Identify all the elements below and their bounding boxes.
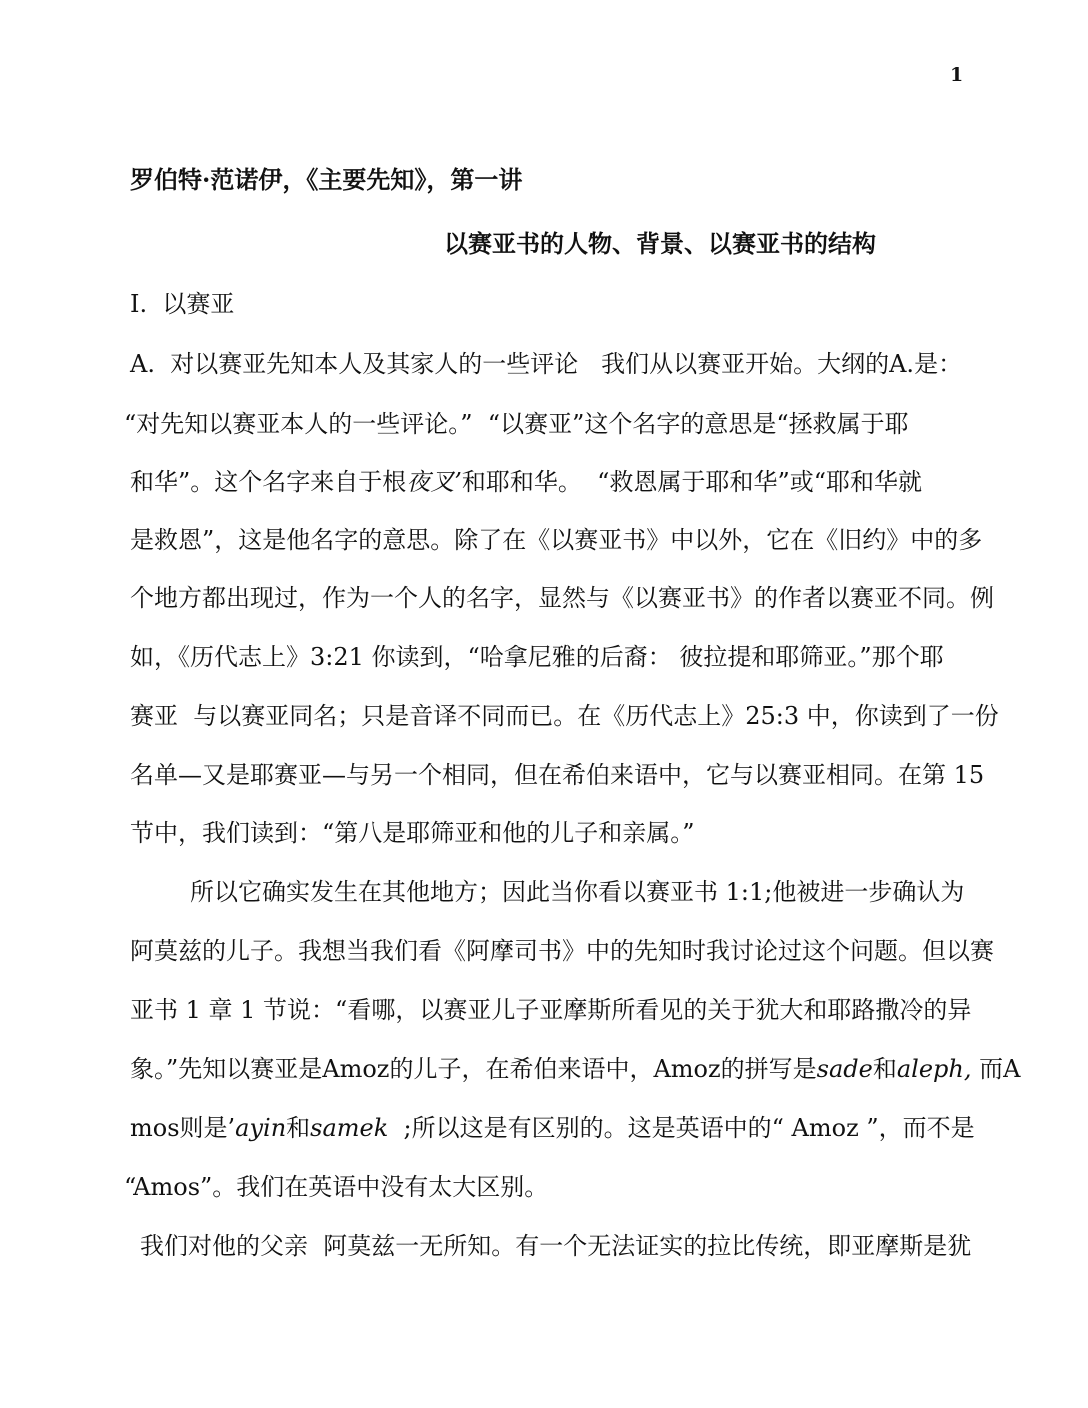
- italic-term: aleph,: [896, 1055, 972, 1083]
- text-run: 和耶和华。 “救恩属于耶和华”或“耶和华就: [461, 468, 922, 496]
- text-run: ;所以这是有区别的。这是英语中的“ Amoz ”，而不是: [388, 1114, 975, 1142]
- text-line: 亚书 1 章 1 节说：“看哪，以赛亚儿子亚摩斯所看见的关于犹大和耶路撒冷的异: [130, 996, 972, 1024]
- italic-term: ayin: [235, 1114, 287, 1142]
- text-run: mos则是’: [130, 1114, 236, 1142]
- page-number: 1: [950, 64, 964, 86]
- italic-term: samek: [310, 1114, 389, 1142]
- text-line: 阿莫兹的儿子。我想当我们看《阿摩司书》中的先知时我讨论过这个问题。但以赛: [130, 937, 994, 965]
- text-line: A. 对以赛亚先知本人及其家人的一些评论 我们从以赛亚开始。大纲的A.是：: [130, 350, 963, 378]
- text-line: 节中，我们读到：“第八是耶筛亚和他的儿子和亲属。”: [130, 819, 695, 847]
- text-line: “Amos”。我们在英语中没有太大区别。: [124, 1173, 549, 1201]
- text-line: 是救恩”，这是他名字的意思。除了在《以赛亚书》中以外，它在《旧约》中的多: [130, 526, 983, 554]
- text-line: 名单—又是耶赛亚—与另一个相同，但在希伯来语中，它与以赛亚相同。在第 15: [130, 761, 985, 789]
- section-heading: I. 以赛亚: [130, 290, 235, 318]
- text-run: 和: [872, 1055, 897, 1083]
- text-line: [130, 462, 922, 497]
- text-line: 所以它确实发生在其他地方；因此当你看以赛亚书 1:1;他被进一步确认为: [190, 878, 965, 906]
- text-line: 赛亚 与以赛亚同名；只是音译不同而已。在《历代志上》25:3 中，你读到了一份: [130, 702, 999, 730]
- page-subtitle: 以赛亚书的人物、背景、以赛亚书的结构: [444, 229, 876, 258]
- text-run: 和华”。这个名字来自于根: [130, 468, 407, 496]
- page-title: 罗伯特·范诺伊，《主要先知》，第一讲: [130, 165, 523, 194]
- text-line: [130, 1049, 1020, 1084]
- text-line: 我们对他的父亲 阿莫兹一无所知。有一个无法证实的拉比传统，即亚摩斯是犹: [140, 1232, 972, 1260]
- text-line: “对先知以赛亚本人的一些评论。” “以赛亚”这个名字的意思是“拯救属于耶: [124, 410, 909, 438]
- text-run: 和: [286, 1114, 311, 1142]
- text-line: [130, 1108, 975, 1143]
- text-run: 而A: [971, 1055, 1021, 1083]
- italic-term: sade: [816, 1055, 873, 1083]
- text-run: 象。”先知以赛亚是Amoz的儿子，在希伯来语中，Amoz的拼写是: [130, 1055, 817, 1083]
- italic-term: 夜叉’: [406, 468, 462, 496]
- text-line: 个地方都出现过，作为一个人的名字，显然与《以赛亚书》的作者以赛亚不同。例: [130, 584, 994, 612]
- text-line: 如，《历代志上》3:21 你读到，“哈拿尼雅的后裔： 彼拉提和耶筛亚。”那个耶: [130, 643, 944, 671]
